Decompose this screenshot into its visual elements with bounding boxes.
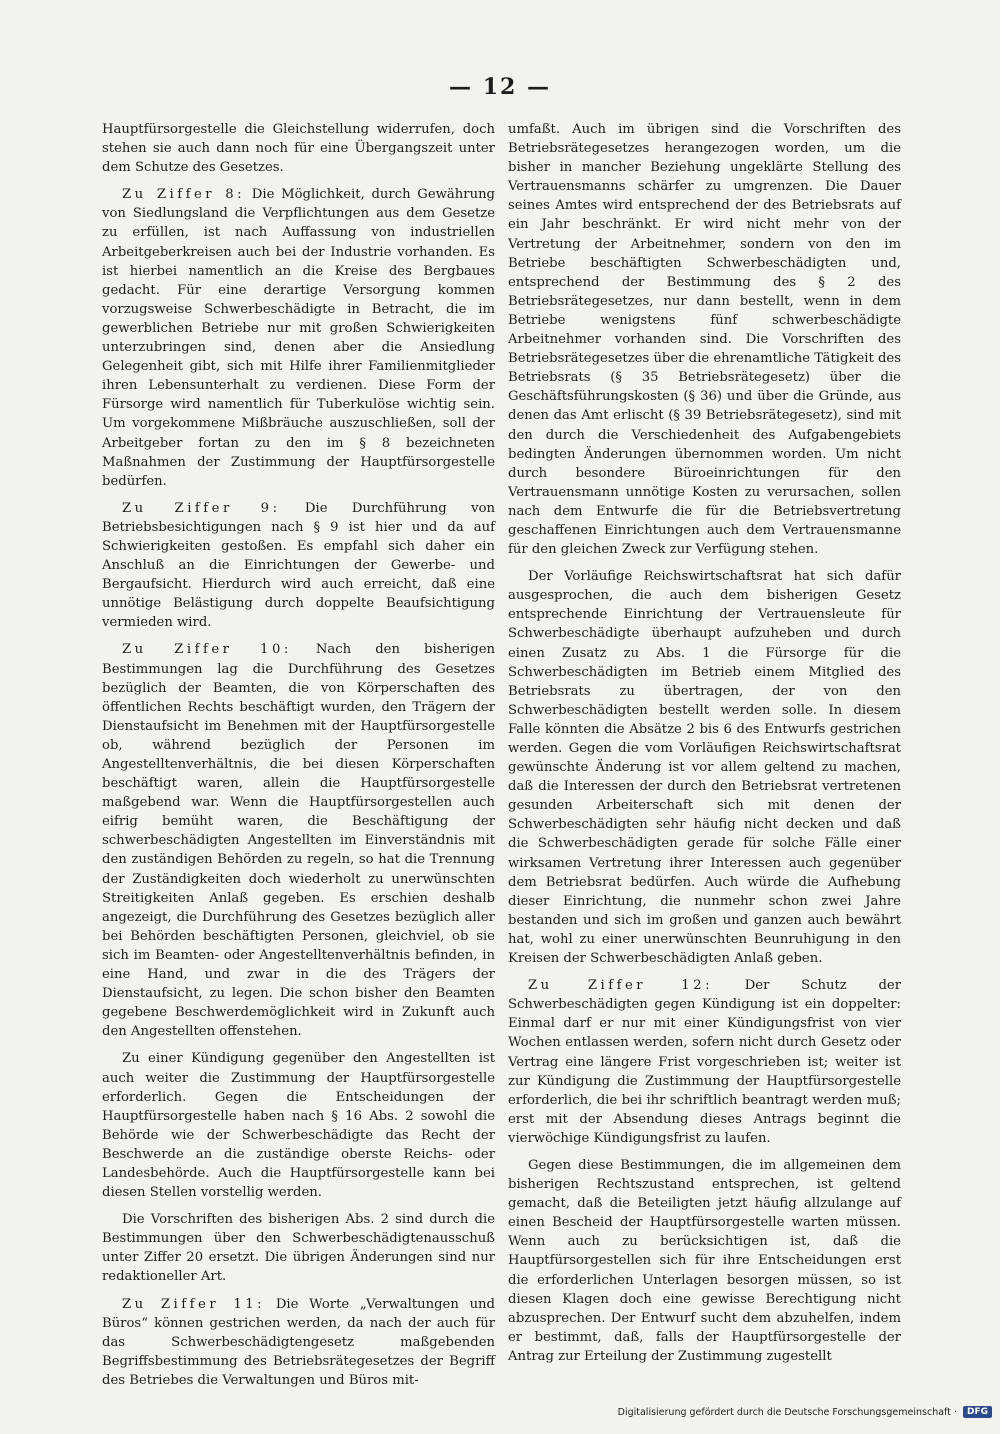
section-heading: Zu Ziffer 10: [122,642,292,658]
page-number: — 12 — [449,74,551,100]
section-heading: Zu Ziffer 12: [528,978,714,994]
footer [618,1406,992,1418]
paragraph-text: Die Durchführung von Betriebsbesichtigungen nach § 9 ist hier und da auf Schwierigkeiten gestoßen. Es empfahl sich daher ein Anschluß an die Einrichtungen der Gewerbe- und Bergaufsicht. Hierdurch wird auch erreicht, daß eine unnötige Belästigung durch doppelte Beaufsichtigung vermieden wird. [102,500,496,631]
paragraph: Zu einer Kündigung gegenüber den Angestellten ist auch weiter die Zustimmung der Hauptfürsorgestelle erforderlich. Gegen die Entscheidungen der Hauptfürsorgestelle haben nach § 16 Abs. 2 sowohl die Behörde wie der Schwerbeschädigte das Recht der Beschwerde an die zuständige oberste Reichs- oder Landesbehörde. Auch die Hauptfürsorgestelle kann bei diesen Stellen vorstellig werden. [102,1051,495,1201]
paragraph: umfaßt. Auch im übrigen sind die Vorschriften des Betriebsrätegesetzes herangezogen worden, um die bisher in mancher Beziehung ungeklärte Stellung des Vertrauensmanns schärfer zu umgrenzen. Die Dauer seines Amtes wird entsprechend der des Betriebsrats auf ein Jahr beschränkt. Er wird nicht mehr von der Vertretung der Arbeitnehmer, sondern von den im Betriebe beschäftigten Schwerbeschädigten und, entsprechend der Bestimmung des § 2 des Betriebsrätegesetzes, nur dann bestellt, wenn in dem Betriebe wenigstens fünf schwerbeschädigte Arbeitnehmer vorhanden sind. Die Vorschriften des Betriebsrätegesetzes über die ehrenamtliche Tätigkeit des Betriebsrats (§ 35 Betriebsrätegesetz) über die Geschäftsführungskosten (§ 36) und über die Gründe, aus denen das Amt erlischt (§ 39 Betriebsrätegesetz), sind mit den durch die Verschiedenheit des Aufgabengebiets bedingten Änderungen übernommen worden. Um nicht durch besondere Büroeinrichtungen für den Vertrauensmann unnötige Kosten zu verursachen, sollen nach dem Entwurfe die für die Betriebsvertretung geschaffenen Einrichtungen auch dem Vertrauensmanne für den gleichen Zweck zur Verfügung stehen. [508,122,901,558]
paragraph: Hauptfürsorgestelle die Gleichstellung widerrufen, doch stehen sie auch dann noch für eine Übergangszeit unter dem Schutze des Gesetzes. [102,122,495,176]
paragraph [102,1295,495,1390]
section-heading: Zu Ziffer 8: [122,187,246,203]
paragraph [102,640,495,1041]
paragraph-text: Die Worte „Verwaltungen und Büros“ können gestrichen werden, da nach der auch für das Schwerbeschädigtengesetz maßgebenden Begriffsbestimmung des Betriebsrätegesetzes der Begriff des Betriebes die Verwaltungen und Büros mit- [102,1296,495,1388]
left-column [102,120,495,1398]
section-heading: Zu Ziffer 11: [122,1296,266,1312]
right-column [508,120,901,1374]
section-heading: Zu Ziffer 9: [122,500,281,516]
paragraph [102,499,495,633]
paragraph: Die Vorschriften des bisherigen Abs. 2 sind durch die Bestimmungen über den Schwerbeschädigtenausschuß unter Ziffer 20 ersetzt. Die übrigen Änderungen sind nur redaktioneller Art. [102,1212,495,1285]
paragraph: Gegen diese Bestimmungen, die im allgemeinen dem bisherigen Rechtszustand entsprechen, ist geltend gemacht, daß die Beteiligten jetzt häufig allzulange auf einen Bescheid der Hauptfürsorgestelle warten müssen. Wenn auch zu berücksichtigen ist, daß die Hauptfürsorgestellen sich für ihre Entscheidungen erst die erforderlichen Unterlagen besorgen müssen, so ist diesen Klagen doch eine gewisse Berechtigung nicht abzusprechen. Der Entwurf sucht dem abzuhelfen, indem er bestimmt, daß, falls der Hauptfürsorgestelle der Antrag zur Erteilung der Zustimmung zugestellt [508,1157,901,1364]
paragraph [102,185,495,491]
paragraph-text: Die Möglichkeit, durch Gewährung von Siedlungsland die Verpflichtungen aus dem Gesetze zu erfüllen, ist nach Auffassung von industriellen Arbeitgeberkreisen auch bei der Industrie vorhanden. Es ist hierbei namentlich an die Kreise des Bergbaues gedacht. Für eine derartige Versorgung kommen vorzugsweise Schwerbeschädigte in Betracht, die im gewerblichen Betriebe nur mit großen Schwierigkeiten unterzubringen sind, denen aber die Ansiedlung Gelegenheit gibt, sich mit Hilfe ihrer Familienmitglieder ihren Lebensunterhalt zu verdienen. Diese Form der Fürsorge wird namentlich für Tuberkulöse wichtig sein. Um vorgekommene Mißbräuche auszuschließen, soll der Arbeitgeber fortan zu den im § 8 bezeichneten Maßnahmen der Zustimmung der Hauptfürsorgestelle bedürfen. [102,187,496,489]
paragraph-text: Der Schutz der Schwerbeschädigten gegen Kündigung ist ein doppelter: Einmal darf er nur mit einer Kündigungsfrist von vier Wochen entlassen werden, sofern nicht durch Gesetz oder Vertrag eine längere Frist vorgeschrieben ist; weiter ist zur Kündigung die Zustimmung der Hauptfürsorgestelle erforderlich, die bei ihr schriftlich beantragt werden muß; erst mit der Absendung dieses Antrags beginnt die vierwöchige Kündigungsfrist zu laufen. [508,978,902,1146]
paragraph: Der Vorläufige Reichswirtschaftsrat hat sich dafür ausgesprochen, die auch dem bisherigen Gesetz entsprechende Einrichtung der Vertrauensleute für Schwerbeschädigte überhaupt aufzuheben und durch einen Zusatz zu Abs. 1 die Fürsorge für die Schwerbeschädigten im Betrieb einem Mitglied des Betriebsrats zu übertragen, der von den Schwerbeschädigten bestellt werden solle. In diesem Falle könnten die Absätze 2 bis 6 des Entwurfs gestrichen werden. Gegen die vom Vorläufigen Reichswirtschaftsrat gewünschte Änderung ist vor allem geltend zu machen, daß die Interessen der durch den Betriebsrat vertretenen gesunden Arbeiterschaft sich mit denen der Schwerbeschädigten sehr häufig nicht decken und daß die Schwerbeschädigten gerade für solche Fälle einer wirksamen Vertretung ihrer Interessen auch gegenüber dem Betriebsrat bedürfen. Auch würde die Aufhebung dieser Einrichtung, die nunmehr schon zwei Jahre bestanden und sich im großen und ganzen auch bewährt hat, wohl zu einer unerwünschten Beunruhigung in den Kreisen der Schwerbeschädigten Anlaß geben. [508,569,901,967]
paragraph [508,976,901,1148]
footer-text: Digitalisierung gefördert durch die Deutsche Forschungsgemeinschaft · [617,1406,957,1418]
dfg-logo: DFG [963,1406,992,1418]
paragraph-text: Nach den bisherigen Bestimmungen lag die Durchführung des Gesetzes bezüglich der Beamten, die von Körperschaften des öffentlichen Rechts beschäftigt wurden, den Trägern der Dienstaufsicht im Benehmen mit der Hauptfürsorgestelle ob, während bezüglich der Personen im Angestelltenverhältnis, die bei diesen Körperschaften beschäftigt waren, allein die Hauptfürsorgestelle maßgebend war. Wenn die Hauptfürsorgestellen auch eifrig bemüht waren, die Beschäftigung der schwerbeschädigten Angestellten im Einverständnis mit den zuständigen Behörden zu regeln, so hat die Trennung der Zuständigkeiten doch wiederholt zu unerwünschten Streitigkeiten Anlaß gegeben. Es erschien deshalb angezeigt, die Durchführung des Gesetzes bezüglich aller bei Behörden beschäftigten Personen, gleichviel, ob sie sich im Beamten- oder Angestelltenverhältnis befinden, in eine Hand, und zwar in die des Trägers der Dienstaufsicht, zu legen. Die schon bisher den Beamten gegebene Beschwerdemöglichkeit wird in Zukunft auch den Angestellten offenstehen. [102,642,495,1040]
